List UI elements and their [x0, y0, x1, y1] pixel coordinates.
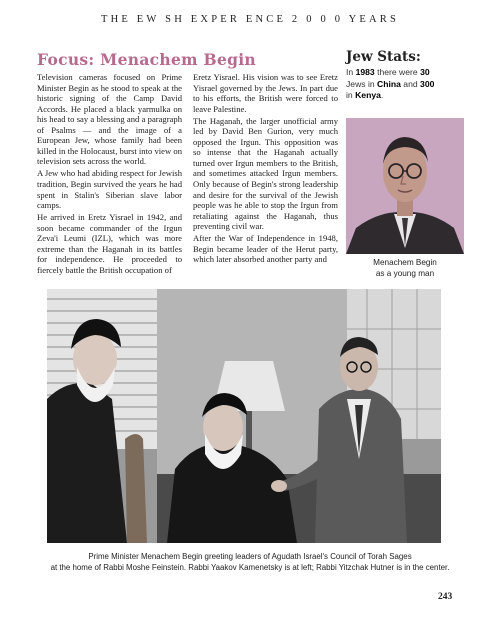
article-paragraph: Eretz Yisrael. His vision was to see Eretz Yisrael governed by the Jews. In part due to his efforts, the British were forced to leave Palestine.	[193, 72, 338, 114]
article-left-column	[37, 72, 182, 277]
article-title: Focus: Menachem Begin	[37, 50, 257, 69]
stats-text: In 1983 there were 30 Jews in China and 300 in Kenya.	[346, 67, 435, 100]
article-paragraph: A Jew who had abiding respect for Jewish tradition, Begin survived the years he had spent in Stalin's Siberian slave labor camps.	[37, 168, 182, 211]
photo-caption-line: at the home of Rabbi Moshe Feinstein. Rabbi Yaakov Kamenetsky is at left; Rabbi Yitzchak Hutner is in the center.	[50, 562, 450, 572]
stats-title: Jew Stats:	[346, 49, 421, 65]
running-head: THE EW SH EXPER ENCE 2 0 0 0 YEARS	[100, 14, 400, 25]
portrait-caption-line: as a young man	[375, 268, 435, 278]
portrait-photo	[346, 118, 464, 254]
photo-caption-line: Prime Minister Menachem Begin greeting leaders of Agudath Israel's Council of Torah Sages	[88, 552, 412, 561]
portrait-caption	[346, 258, 464, 279]
article-paragraph: He arrived in Eretz Yisrael in 1942, and soon became commander of the Irgun Zeva'i Leumi (IZL), which was more extreme than the Haganah in its battles for independence. He proceeded to fiercely battle the British occupation of	[37, 212, 182, 275]
article-paragraph: Television cameras focused on Prime Minister Begin as he stood to speak at the historic signing of the Camp David Accords. He placed a black yarmulka on his head to say a blessing and a paragraph of Psalms — and the image of a European Jew, whose family had been killed in the Holocaust, burst into view on television sets across the world.	[37, 72, 182, 167]
group-photo-illustration	[47, 289, 441, 543]
article-paragraph: The Haganah, the larger unofficial army led by David Ben Gurion, very much opposed the Irgun. This opposition was so intense that the Haganah actually turned over Irgun members to the British, and sometimes attacked Irgun members. Only because of Begin's strong leadership and desire for the survival of the Jewish people was he able to stop the Irgun from retaliating against the Haganah, thus preventing civil war.	[193, 115, 338, 232]
portrait-illustration	[346, 118, 464, 254]
page-number: 243	[438, 592, 453, 602]
portrait-caption-line: Menachem Begin	[373, 258, 437, 267]
group-photo	[47, 289, 441, 543]
photo-caption	[20, 552, 480, 573]
article-middle-column	[193, 72, 338, 266]
article-paragraph: After the War of Independence in 1948, Begin became leader of the Herut party, which later absorbed another party and	[193, 233, 338, 265]
